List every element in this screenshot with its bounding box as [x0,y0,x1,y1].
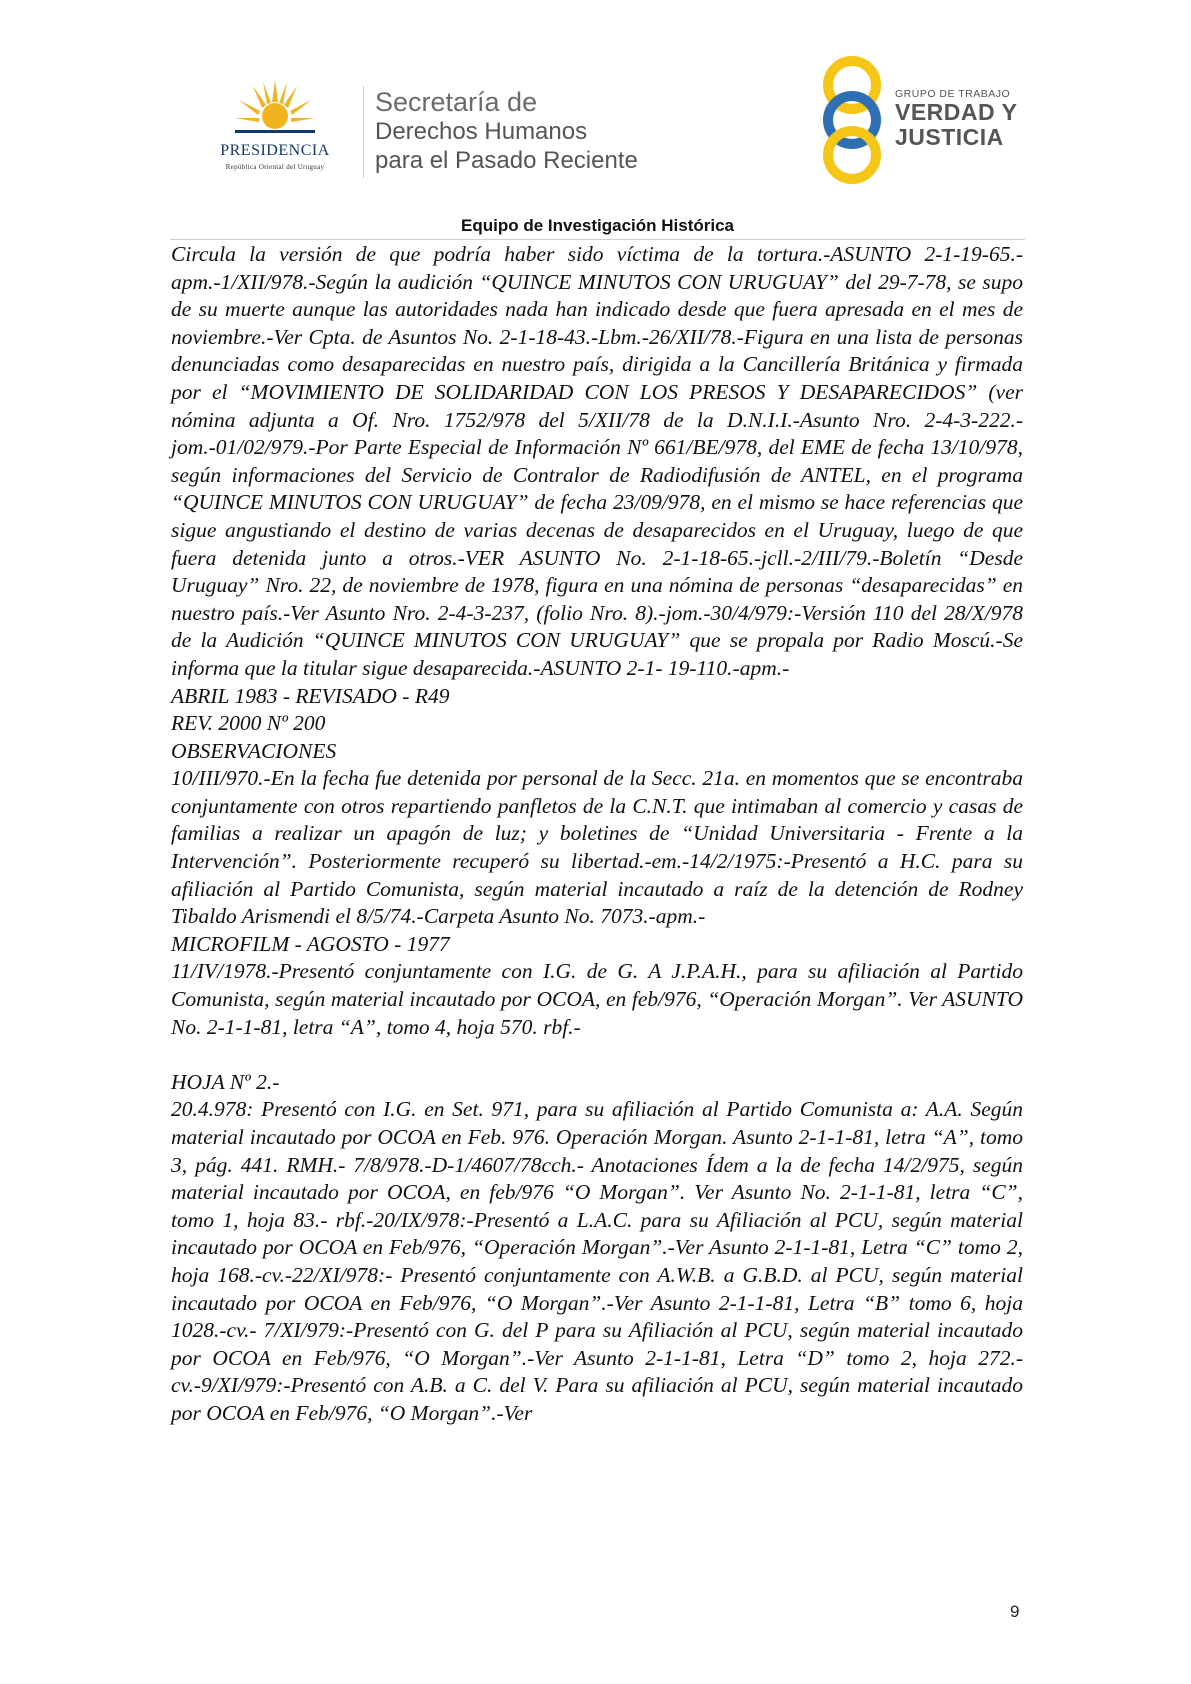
vyj-line-2: JUSTICIA [895,124,1004,150]
blank-line [171,1041,1023,1069]
microfilm-line: MICROFILM - AGOSTO - 1977 [171,931,450,956]
observaciones-heading: OBSERVACIONES [171,738,337,763]
paragraph-2: 10/III/970.-En la fecha fue detenida por personal de la Secc. 21a. en momentos que se encontraba conjuntamente con otros repartiendo panfletos de la C.N.T. que intimaban al comercio y casas de familias a realizar un apagón de luz; y boletines de “Unidad Universitaria - Frente a la Intervención”. Posteriormente recuperó su libertad.-em.-14/2/1975:-Presentó a H.C. para su afiliación al Partido Comunista, según material incautado a raíz de la detención de Rodney Tibaldo Arismendi el 8/5/74.-Carpeta Asunto No. 7073.-apm.- [171,766,1023,929]
paragraph-4: 20.4.978: Presentó con I.G. en Set. 971, para su afiliación al Partido Comunista a: A.A. Según material incautado por OCOA en Feb. 976. Operación Morgan. Asunto 2-1-1-81, letra “A”, tomo 3, pág. 441. RMH.- 7/8/978.-D-1/4607/78cch.- Anotaciones Ídem a la de fecha 14/2/975, según material incautado por OCOA, en feb/976 “O Morgan”. Ver Asunto No. 2-1-1-81, letra “C”, tomo 1, hoja 83.- rbf.-20/IX/978:-Presentó a L.A.C. para su Afiliación al PCU, según material incautado por OCOA en Feb/976, “Operación Morgan”.-Ver Asunto 2-1-1-81, Letra “C” tomo 2, hoja 168.-cv.-22/XI/978:- Presentó conjuntamente con A.W.B. a G.B.D. al PCU, según material incautado por OCOA en Feb/976, “O Morgan”.-Ver Asunto 2-1-1-81, Letra “B” tomo 6, hoja 1028.-cv.- 7/XI/979:-Presentó con G. del P para su Afiliación al PCU, según material incautado por OCOA en Feb/976, “O Morgan”.-Ver Asunto 2-1-1-81, Letra “D” tomo 2, hoja 272.-cv.-9/XI/979:-Presentó con A.B. a C. del V. Para su afiliación al PCU, según material incautado por OCOA en Feb/976, “O Morgan”.-Ver [171,1097,1023,1425]
hoja-heading: HOJA Nº 2.- [171,1069,280,1094]
presidencia-title: PRESIDENCIA [220,142,330,159]
verdad-justicia-text [895,88,1017,150]
rev-2000-line: REV. 2000 Nº 200 [171,711,326,736]
revision-line: ABRIL 1983 - REVISADO - R49 [171,683,450,708]
secretaria-line-1: Secretaría de [375,87,538,117]
paragraph-3: 11/IV/1978.-Presentó conjuntamente con I.G. de G. A J.P.A.H., para su afiliación al Partido Comunista, según material incautado por OCOA, en feb/976, “Operación Morgan”. Ver ASUNTO No. 2-1-1-81, letra “A”, tomo 4, hoja 570. rbf.- [171,959,1023,1039]
page-header [0,0,1191,235]
paragraph-1: Circula la versión de que podría haber sido víctima de la tortura.-ASUNTO 2-1-19-65.-apm.-1/XII/978.-Según la audición “QUINCE MINUTOS CON URUGUAY” del 29-7-78, se supo de su muerte aunque las autoridades nada han indicado desde que fuera apresada en el mes de noviembre.-Ver Cpta. de Asuntos No. 2-1-18-43.-Lbm.-26/XII/78.-Figura en una lista de personas denunciadas como desaparecidas en nuestro país, dirigida a la Cancillería Británica y firmada por el “MOVIMIENTO DE SOLIDARIDAD CON LOS PRESOS Y DESAPARECIDOS” (ver nómina adjunta a Of. Nro. 1752/978 del 5/XII/78 de la D.N.I.I.-Asunto Nro. 2-4-3-222.-jom.-01/02/979.-Por Parte Especial de Información Nº 661/BE/978, del EME de fecha 13/10/978, según informaciones del Servicio de Contralor de Radiodifusión de ANTEL, en el programa “QUINCE MINUTOS CON URUGUAY” de fecha 23/09/978, en el mismo se hace referencias que sigue angustiando el destino de varias decenas de desaparecidos en el Uruguay, luego de que fuera detenida junto a otros.-VER ASUNTO No. 2-1-18-65.-jcll.-2/III/79.-Boletín “Desde Uruguay” Nro. 22, de noviembre de 1978, figura en una nómina de personas “desaparecidas” en nuestro país.-Ver Asunto Nro. 2-4-3-237, (folio Nro. 8).-jom.-30/4/979:-Versión 110 del 28/X/978 de la Audición “QUINCE MINUTOS CON URUGUAY” que se propala por Radio Moscú.-Se informa que la titular sigue desaparecida.-ASUNTO 2-1- 19-110.-apm.- [171,242,1023,680]
verdad-justicia-rings-icon [815,55,890,185]
vyj-line-1: VERDAD Y [895,99,1018,125]
sun-emblem-icon [235,80,315,140]
header-divider [363,86,364,178]
team-title: Equipo de Investigación Histórica [461,216,734,235]
secretaria-line-3: para el Pasado Reciente [375,147,638,174]
vyj-small-label: GRUPO DE TRABAJO [895,88,1011,100]
page-number: 9 [1010,1602,1020,1621]
presidencia-subtitle: República Oriental del Uruguay [225,163,325,171]
secretaria-line-2: Derechos Humanos [375,118,588,145]
secretaria-logo-text [375,88,638,175]
presidencia-logo [195,80,355,180]
document-body [171,241,1023,1428]
header-rule [170,239,1025,240]
